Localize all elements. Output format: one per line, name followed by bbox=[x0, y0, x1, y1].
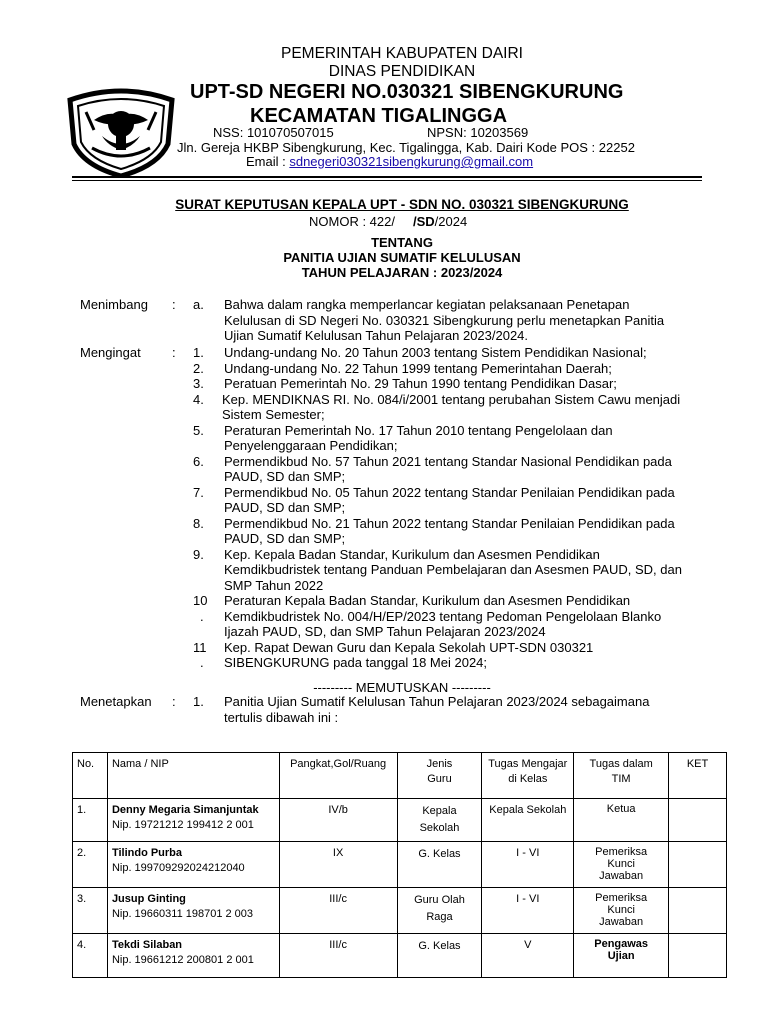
mengingat-item-text bbox=[224, 593, 724, 640]
cell-pangkat: IV/b bbox=[279, 799, 397, 842]
menimbang-line: Ujian Sumatif Kelulusan Tahun Pelajaran 2023/2024. bbox=[224, 328, 529, 343]
mengingat-item-line: Peratuan Pemerintah No. 29 Tahun 1990 tentang Pendidikan Dasar; bbox=[224, 376, 617, 391]
cell-no: 4. bbox=[73, 934, 108, 978]
cell-tugas-tim bbox=[574, 799, 669, 842]
menimbang-colon: : bbox=[172, 297, 176, 312]
table-row bbox=[73, 934, 727, 978]
tugas-tim-text: Pengawas Ujian bbox=[594, 938, 649, 962]
menimbang-label: Menimbang bbox=[80, 297, 148, 312]
menimbang-text bbox=[224, 297, 724, 344]
header-nss: NSS: 101070507015 bbox=[213, 125, 334, 140]
cell-tugas-tim bbox=[574, 934, 669, 978]
cell-tugas-mengajar: I - VI bbox=[482, 842, 574, 888]
header-district: KECAMATAN TIGALINGGA bbox=[250, 105, 508, 127]
mengingat-item-num: 11 bbox=[193, 639, 207, 655]
mengingat-item-num: 4. bbox=[193, 391, 204, 407]
mengingat-item-text bbox=[224, 547, 724, 594]
cell-jenis-guru: G. Kelas bbox=[397, 842, 482, 888]
header-rule-thin bbox=[72, 180, 702, 181]
cell-no: 2. bbox=[73, 842, 108, 888]
memutuskan-separator: --------- MEMUTUSKAN --------- bbox=[313, 680, 491, 695]
mengingat-item-line: Sistem Semester; bbox=[222, 407, 325, 422]
cell-name-nip bbox=[107, 888, 279, 934]
mengingat-item-num: 7. bbox=[193, 484, 204, 500]
cell-tugas-mengajar: I - VI bbox=[482, 888, 574, 934]
tugas-tim-text: Ketua bbox=[606, 803, 636, 815]
mengingat-item-text bbox=[224, 361, 724, 377]
decree-number bbox=[309, 214, 467, 229]
mengingat-label: Mengingat bbox=[80, 345, 141, 360]
cell-tugas-tim bbox=[574, 842, 669, 888]
menimbang-line: Bahwa dalam rangka memperlancar kegiatan pelaksanaan Penetapan bbox=[224, 297, 630, 312]
header-school-name: UPT-SD NEGERI NO.030321 SIBENGKURUNG bbox=[190, 81, 624, 103]
member-nip: Nip. 19661212 200801 2 001 bbox=[111, 954, 254, 966]
cell-tugas-mengajar: Kepala Sekolah bbox=[482, 799, 574, 842]
cell-pangkat: III/c bbox=[279, 934, 397, 978]
menetapkan-line: Panitia Ujian Sumatif Kelulusan Tahun Pelajaran 2023/2024 sebagaimana bbox=[224, 694, 650, 709]
mengingat-item-line: PAUD, SD dan SMP; bbox=[224, 531, 346, 546]
header-address: Jln. Gereja HKBP Sibengkurung, Kec. Tigalingga, Kab. Dairi Kode POS : 22252 bbox=[177, 140, 635, 155]
decree-number-label: NOMOR : 422/ bbox=[309, 214, 395, 229]
table-row bbox=[73, 799, 727, 842]
member-name: Jusup Ginting bbox=[111, 893, 186, 905]
mengingat-item-line: PAUD, SD dan SMP; bbox=[224, 469, 346, 484]
mengingat-item-line: Peraturan Kepala Badan Standar, Kurikulum dan Asesmen Pendidikan bbox=[224, 593, 631, 608]
mengingat-item-text bbox=[224, 516, 724, 547]
mengingat-item-text bbox=[224, 376, 724, 392]
member-name: Tekdi Silaban bbox=[111, 939, 183, 951]
menimbang-num: a. bbox=[193, 297, 204, 312]
decree-tentang: TENTANG bbox=[371, 235, 433, 250]
mengingat-item-line: SIBENGKURUNG pada tanggal 18 Mei 2024; bbox=[224, 655, 488, 670]
table-header-row bbox=[73, 753, 727, 799]
header-jenis-guru-text: Jenis Guru bbox=[426, 758, 453, 785]
member-nip: Nip. 199709292024212040 bbox=[111, 862, 245, 874]
mengingat-item-line: Permendikbud No. 05 Tahun 2022 tentang Standar Penilaian Pendidikan pada bbox=[224, 484, 675, 500]
cell-ket bbox=[669, 799, 727, 842]
mengingat-item-num-dot: . bbox=[200, 655, 204, 670]
menetapkan-colon: : bbox=[172, 694, 176, 709]
menetapkan-num: 1. bbox=[193, 694, 204, 709]
cell-jenis-guru: Guru Olah Raga bbox=[397, 888, 482, 934]
mengingat-item-line: Undang-undang No. 20 Tahun 2003 tentang Sistem Pendidikan Nasional; bbox=[224, 345, 647, 360]
member-nip: Nip. 19721212 199412 2 001 bbox=[111, 819, 254, 831]
cell-pangkat: IX bbox=[279, 842, 397, 888]
table-row bbox=[73, 842, 727, 888]
mengingat-item-text bbox=[224, 423, 724, 454]
header-ket: KET bbox=[669, 753, 727, 799]
header-jenis-guru bbox=[397, 753, 482, 799]
header-tugas-tim bbox=[574, 753, 669, 799]
member-nip: Nip. 19660311 198701 2 003 bbox=[111, 908, 254, 920]
cell-jenis-guru: G. Kelas bbox=[397, 934, 482, 978]
menetapkan-line: tertulis dibawah ini : bbox=[224, 709, 339, 725]
cell-no: 1. bbox=[73, 799, 108, 842]
cell-ket bbox=[669, 888, 727, 934]
mengingat-item-line: Kep. Kepala Badan Standar, Kurikulum dan Asesmen Pendidikan bbox=[224, 546, 600, 562]
email-link[interactable]: sdnegeri030321sibengkurung@gmail.com bbox=[289, 154, 534, 169]
mengingat-item-text bbox=[222, 392, 722, 423]
member-name: Denny Megaria Simanjuntak bbox=[111, 804, 259, 816]
mengingat-item-num: 2. bbox=[193, 360, 204, 376]
mengingat-item-line: Kep. MENDIKNAS RI. No. 084/i/2001 tentang perubahan Sistem Cawu menjadi bbox=[222, 391, 681, 407]
mengingat-item-line: Ijazah PAUD, SD, dan SMP Tahun Pelajaran 2023/2024 bbox=[224, 624, 546, 639]
mengingat-item-line: PAUD, SD dan SMP; bbox=[224, 500, 346, 515]
mengingat-item-num: 1. bbox=[193, 345, 204, 360]
menimbang-line: Kelulusan di SD Negeri No. 030321 Sibengkurung perlu menetapkan Panitia bbox=[224, 312, 665, 328]
tugas-tim-text: Pemeriksa Kunci Jawaban bbox=[595, 892, 648, 928]
cell-name-nip bbox=[107, 842, 279, 888]
header-rule-thick bbox=[72, 176, 702, 178]
mengingat-item-line: Permendikbud No. 57 Tahun 2021 tentang Standar Nasional Pendidikan pada bbox=[224, 453, 672, 469]
table-row bbox=[73, 888, 727, 934]
mengingat-item-num: 10 bbox=[193, 593, 208, 608]
district-seal-logo bbox=[64, 86, 178, 178]
header-tugas-mengajar: Tugas Mengajar di Kelas bbox=[482, 753, 574, 799]
mengingat-item-num: 6. bbox=[193, 453, 204, 469]
decree-number-year: /2024 bbox=[434, 214, 468, 229]
header-name-nip: Nama / NIP bbox=[107, 753, 279, 799]
header-department: DINAS PENDIDIKAN bbox=[328, 63, 476, 80]
mengingat-item-num: 5. bbox=[193, 422, 204, 438]
menetapkan-label: Menetapkan bbox=[80, 694, 152, 709]
decree-subject: PANITIA UJIAN SUMATIF KELULUSAN bbox=[283, 250, 521, 265]
mengingat-item-num: 8. bbox=[193, 515, 204, 531]
mengingat-item-line: Penyelenggaraan Pendidikan; bbox=[224, 438, 398, 453]
mengingat-item-num-dot: . bbox=[200, 608, 204, 624]
committee-table bbox=[72, 752, 727, 978]
mengingat-item-line: SMP Tahun 2022 bbox=[224, 577, 324, 593]
menetapkan-text bbox=[224, 694, 724, 725]
cell-name-nip bbox=[107, 934, 279, 978]
header-email-line bbox=[246, 154, 533, 169]
mengingat-item-line: Peraturan Pemerintah No. 17 Tahun 2010 tentang Pengelolaan dan bbox=[224, 422, 613, 438]
header-no: No. bbox=[73, 753, 108, 799]
mengingat-item-text bbox=[224, 345, 724, 361]
decree-title: SURAT KEPUTUSAN KEPALA UPT - SDN NO. 030321 SIBENGKURUNG bbox=[175, 197, 629, 212]
email-label: Email : bbox=[246, 154, 290, 169]
mengingat-item-text bbox=[224, 485, 724, 516]
cell-jenis-guru: Kepala Sekolah bbox=[397, 799, 482, 842]
cell-ket bbox=[669, 842, 727, 888]
cell-pangkat: III/c bbox=[279, 888, 397, 934]
mengingat-item-line: Permendikbud No. 21 Tahun 2022 tentang Standar Penilaian Pendidikan pada bbox=[224, 515, 675, 531]
header-tugas-tim-text: Tugas dalam TIM bbox=[589, 758, 653, 785]
decree-number-sd: /SD bbox=[412, 214, 435, 229]
mengingat-item-text bbox=[224, 454, 724, 485]
mengingat-item-num: 9. bbox=[193, 546, 204, 562]
header-pangkat: Pangkat,Gol/Ruang bbox=[279, 753, 397, 799]
mengingat-item-line: Kemdikbudristek tentang Panduan Pembelajaran dan Asesmen PAUD, SD, dan bbox=[224, 562, 682, 577]
mengingat-item-line: Kemdikbudristek No. 004/H/EP/2023 tentang Pedoman Pengelolaan Blanko bbox=[224, 608, 662, 624]
header-government: PEMERINTAH KABUPATEN DAIRI bbox=[280, 45, 523, 62]
table-body bbox=[73, 799, 727, 978]
mengingat-item-line: Kep. Rapat Dewan Guru dan Kepala Sekolah UPT-SDN 030321 bbox=[224, 639, 594, 655]
tugas-tim-text: Pemeriksa Kunci Jawaban bbox=[595, 846, 648, 882]
cell-tugas-tim bbox=[574, 888, 669, 934]
member-name: Tilindo Purba bbox=[111, 847, 183, 859]
cell-no: 3. bbox=[73, 888, 108, 934]
mengingat-item-line: Undang-undang No. 22 Tahun 1999 tentang Pemerintahan Daerah; bbox=[224, 360, 612, 376]
header-npsn: NPSN: 10203569 bbox=[427, 125, 529, 140]
mengingat-item-num: 3. bbox=[193, 376, 204, 391]
cell-ket bbox=[669, 934, 727, 978]
mengingat-item-text bbox=[224, 640, 724, 671]
cell-tugas-mengajar: V bbox=[482, 934, 574, 978]
cell-name-nip bbox=[107, 799, 279, 842]
decree-year: TAHUN PELAJARAN : 2023/2024 bbox=[301, 265, 503, 280]
mengingat-colon: : bbox=[172, 345, 176, 360]
